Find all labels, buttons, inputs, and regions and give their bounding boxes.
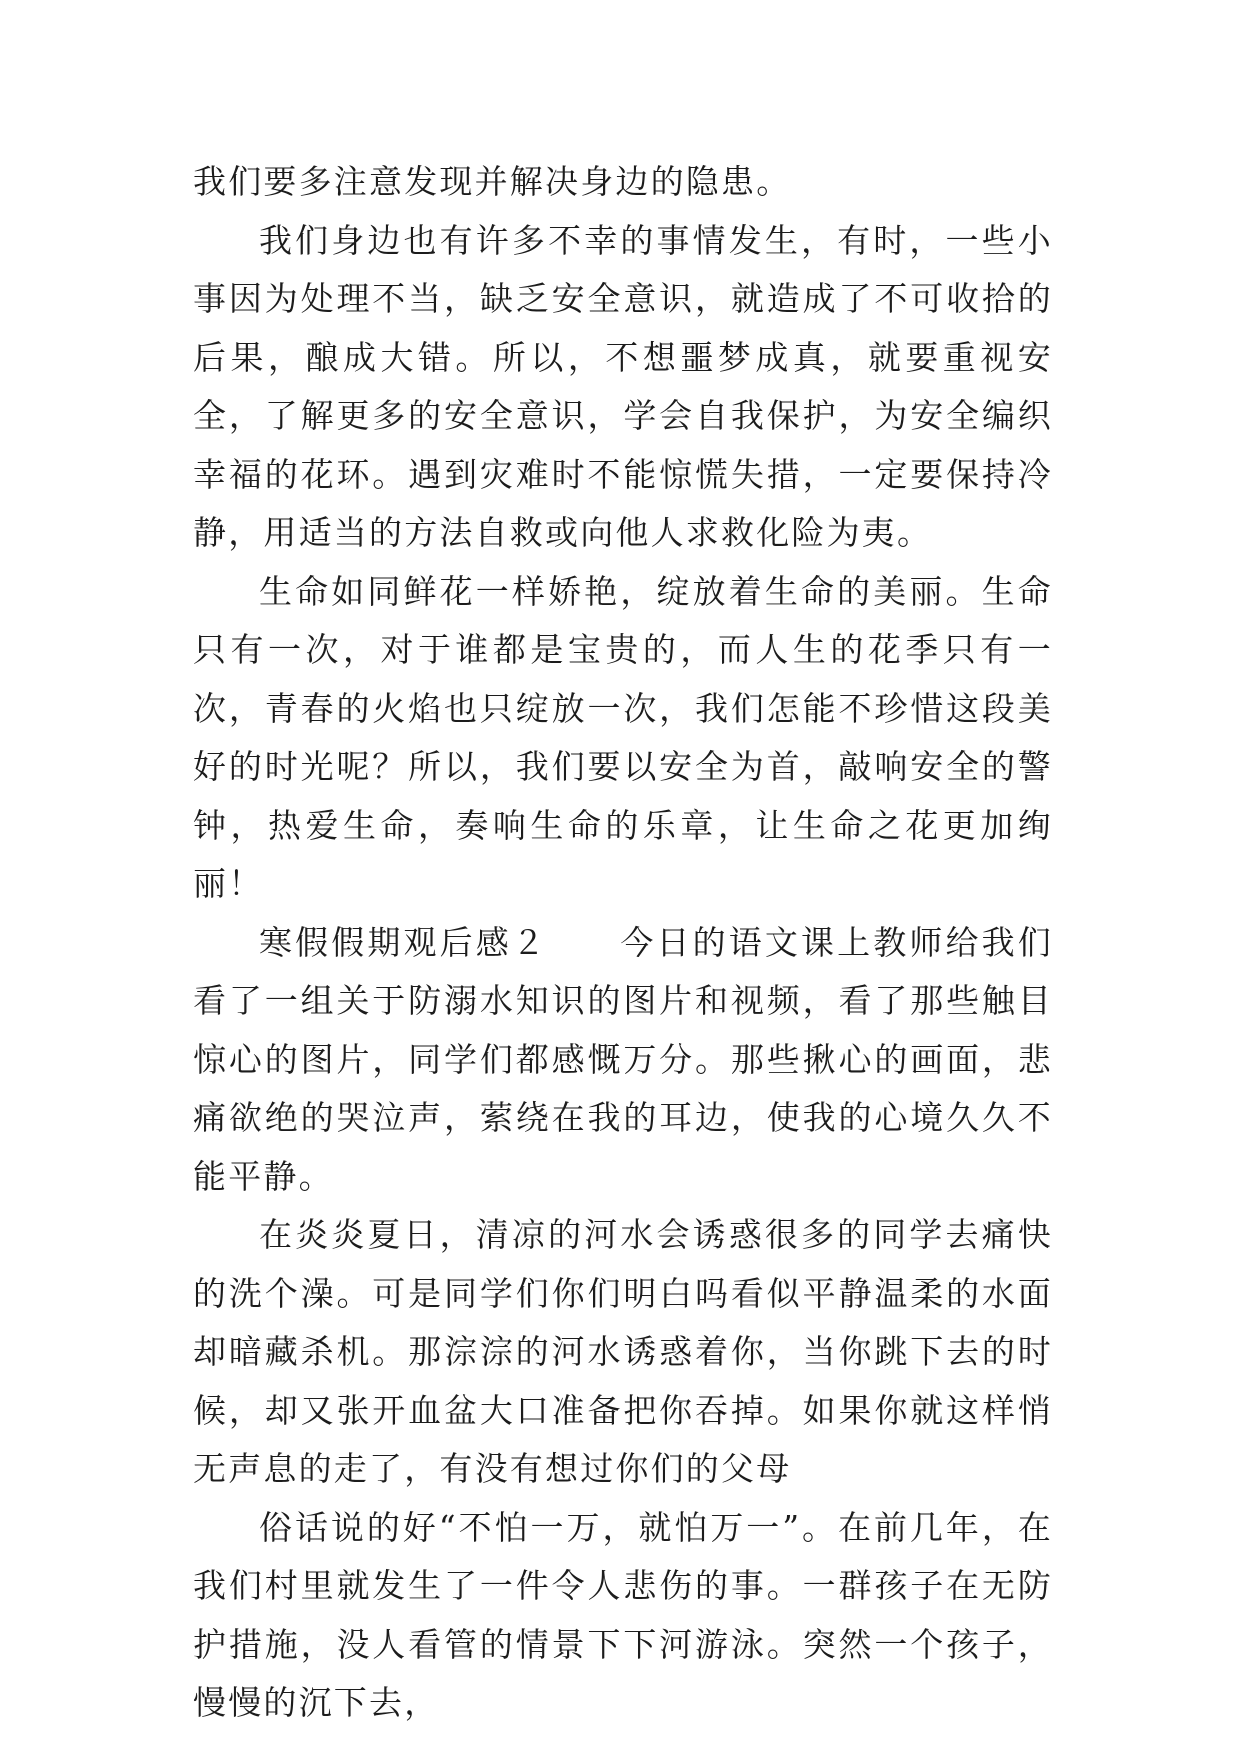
document-body <box>193 153 1053 1733</box>
paragraph-6: 俗话说的好“不怕一万，就怕万一”。在前几年，在我们村里就发生了一件令人悲伤的事。一群孩子在无防护措施，没人看管的情景下下河游泳。突然一个孩子，慢慢的沉下去， <box>193 1507 1053 1722</box>
paragraph-4: 寒假假期观后感２ 今日的语文课上教师给我们看了一组关于防溺水知识的图片和视频，看了那些触目惊心的图片，同学们都感慨万分。那些揪心的画面，悲痛欲绝的哭泣声，萦绕在我的耳边，使我的心境久久不能平静。 <box>193 922 1053 1196</box>
paragraph-2: 我们身边也有许多不幸的事情发生，有时，一些小事因为处理不当，缺乏安全意识，就造成了不可收拾的后果，酿成大错。所以，不想噩梦成真，就要重视安全，了解更多的安全意识，学会自我保护，为安全编织幸福的花环。遇到灾难时不能惊慌失措，一定要保持冷静，用适当的方法自救或向他人求救化险为夷。 <box>193 220 1053 552</box>
paragraph-3: 生命如同鲜花一样娇艳，绽放着生命的美丽。生命只有一次，对于谁都是宝贵的，而人生的花季只有一次，青春的火焰也只绽放一次，我们怎能不珍惜这段美好的时光呢？所以，我们要以安全为首，敲响安全的警钟，热爱生命，奏响生命的乐章，让生命之花更加绚丽！ <box>193 571 1053 903</box>
paragraph-1: 我们要多注意发现并解决身边的隐患。 <box>193 162 792 201</box>
paragraph-5: 在炎炎夏日，清凉的河水会诱惑很多的同学去痛快的洗个澡。可是同学们你们明白吗看似平静温柔的水面却暗藏杀机。那淙淙的河水诱惑着你，当你跳下去的时候，却又张开血盆大口准备把你吞掉。如果你就这样悄无声息的走了，有没有想过你们的父母 <box>193 1215 1053 1488</box>
